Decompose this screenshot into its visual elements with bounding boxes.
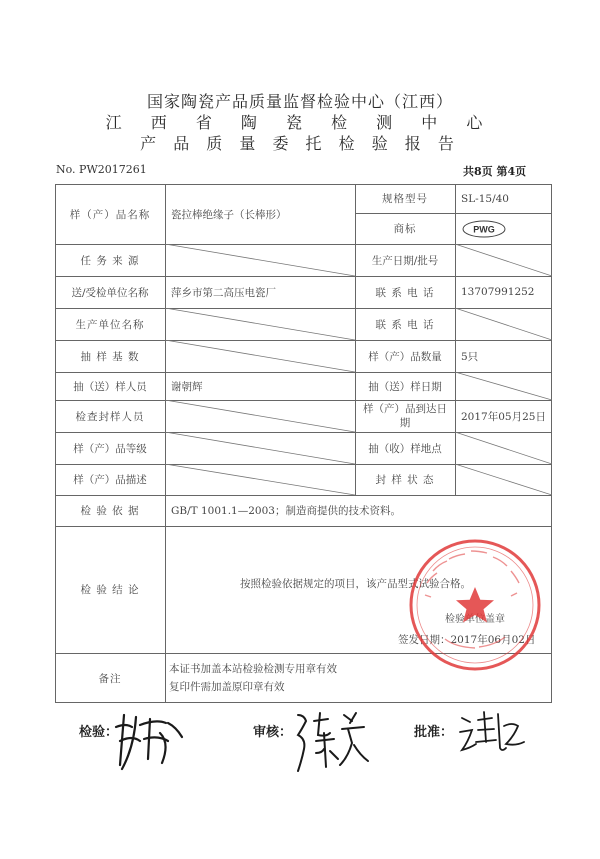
sealer-label: 检查封样人员 — [75, 410, 145, 423]
svg-text:PWG: PWG — [473, 224, 495, 234]
remarks-line-2: 复印件需加盖原印章有效 — [169, 680, 285, 693]
submitter-value: 萍乡市第二高压电瓷厂 — [171, 286, 276, 299]
center-title: 国家陶瓷产品质量监督检验中心（江西） — [146, 92, 453, 111]
description-label: 样（产）品描述 — [73, 474, 147, 486]
page-info: 共8页 第4页 — [463, 165, 527, 178]
arrival-date-label: 样（产）品到达日期 — [363, 403, 447, 429]
sample-name-value: 瓷拉棒绝缘子（长棒形） — [171, 208, 287, 221]
task-source-label: 任 务 来 源 — [80, 254, 140, 267]
inspector-signature — [110, 705, 190, 785]
trademark-label: 商标 — [393, 223, 417, 235]
approver-signature — [456, 708, 536, 768]
conclusion-label: 检 验 结 论 — [80, 584, 140, 596]
approver-label: 批准： — [414, 725, 454, 740]
sample-quantity-value: 5只 — [461, 350, 479, 363]
spec-model-label: 规格型号 — [382, 193, 428, 205]
arrival-date-value: 2017年05月25日 — [461, 410, 546, 423]
sampler-value: 谢朝辉 — [171, 380, 203, 393]
inspector-label: 检验： — [79, 725, 119, 740]
trademark-logo — [455, 213, 552, 244]
sampling-place-label: 抽（收）样地点 — [368, 442, 442, 455]
pwg-logo-icon — [461, 219, 507, 239]
center-subtitle: 江 西 省 陶 瓷 检 测 中 心 — [105, 113, 495, 132]
spec-model-value: SL-15/40 — [461, 192, 509, 205]
contact-phone-label: 联 系 电 话 — [375, 286, 435, 299]
remarks-line-1: 本证书加盖本站检验检测专用章有效 — [169, 662, 337, 675]
manufacturer-label: 生产单位名称 — [75, 318, 145, 331]
basis-value: GB/T 1001.1—2003；制造商提供的技术资料。 — [171, 505, 401, 517]
conclusion-text: 按照检验依据规定的项目，该产品型式试验合格。 — [240, 577, 471, 590]
issue-date: 签发日期：2017年06月02日 — [398, 633, 536, 646]
seal-status-label: 封 样 状 态 — [375, 474, 435, 486]
production-date-label: 生产日期/批号 — [371, 254, 439, 267]
report-number: No. PW2017261 — [56, 163, 147, 176]
sampling-basis-label: 抽 样 基 数 — [80, 350, 140, 363]
remarks-label: 备注 — [98, 672, 122, 685]
contact-phone-2-label: 联 系 电 话 — [375, 318, 435, 331]
grade-label: 样（产）品等级 — [73, 442, 147, 455]
official-stamp-seal — [405, 535, 545, 675]
sample-quantity-label: 样（产）品数量 — [368, 350, 442, 363]
contact-phone-value: 13707991252 — [461, 286, 535, 298]
reviewer-signature — [292, 707, 372, 777]
sample-name-label: 样（产）品名称 — [69, 208, 151, 221]
sampler-label: 抽（送）样人员 — [73, 380, 147, 393]
sampling-date-label: 抽（送）样日期 — [368, 380, 442, 393]
basis-label: 检 验 依 据 — [80, 505, 140, 517]
reviewer-label: 审核： — [253, 725, 293, 740]
stamp-line: 检验单位盖章 — [445, 613, 505, 625]
submitter-label: 送/受检单位名称 — [71, 286, 149, 299]
report-title: 产 品 质 量 委 托 检 验 报 告 — [140, 134, 460, 153]
